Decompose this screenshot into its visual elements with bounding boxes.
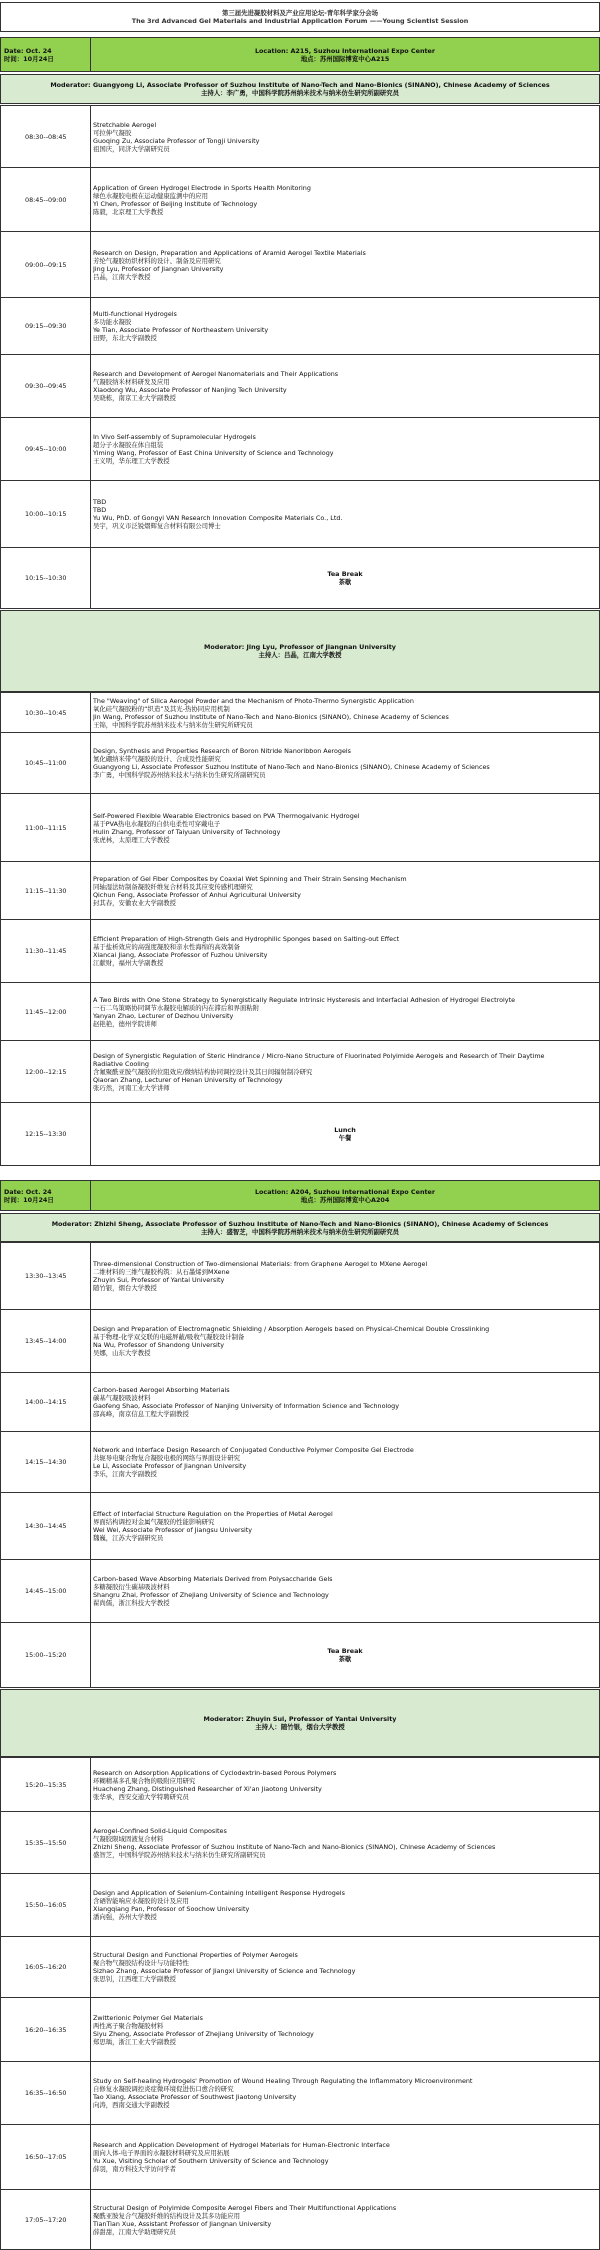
session-1-date-en: Date: Oct. 24	[4, 46, 52, 55]
talk-line: 聚合物气凝胶结构设计与功能特性	[93, 1959, 189, 1967]
talk-line: 李广勇，中国科学院苏州纳米技术与纳米仿生研究所副研究员	[93, 771, 266, 779]
talk-line: Preparation of Gel Fiber Composites by Coaxial Wet Spinning and Their Strain Sensing Mechanism	[93, 874, 407, 883]
session-2-location-cn: 地点：苏州国际博览中心A204	[300, 1195, 390, 1204]
talk-content	[91, 1373, 599, 1431]
talk-line: 基于物理-化学双交联的电磁屏蔽/吸收气凝胶设计制备	[93, 1333, 245, 1341]
talk-row	[0, 298, 600, 355]
time-slot: 14:45--15:00	[1, 1560, 91, 1622]
talk-line: 基于盐析效应的高强度凝胶和亲水性海绵的高效制备	[93, 943, 240, 951]
talk-line: TianTian Xue, Assistant Professor of Jiangnan University	[93, 2219, 272, 2228]
talk-content	[91, 481, 599, 547]
talk-content	[91, 1432, 599, 1492]
break-label: Lunch	[334, 1126, 356, 1134]
talk-row	[0, 1874, 600, 1937]
talk-line: 向涛，西南交通大学副教授	[93, 2101, 170, 2109]
talk-line: 可拉伸气凝胶	[93, 128, 132, 137]
talk-line: Aerogel-Confined Solid-Liquid Composites	[93, 1826, 227, 1835]
forum-header	[0, 2, 600, 32]
time-slot: 13:30--13:45	[1, 1243, 91, 1309]
talk-row	[0, 1242, 600, 1310]
talk-line: 王锦，中国科学院苏州纳米技术与纳米仿生研究所研究员	[93, 720, 253, 729]
talk-row	[0, 794, 600, 862]
talk-content	[91, 1493, 599, 1559]
talk-line: 祖国庆，同济大学副研究员	[93, 144, 170, 153]
talk-content	[91, 733, 599, 793]
talk-line: Research and Development of Aerogel Nanomaterials and Their Applications	[93, 370, 339, 378]
talk-line: Shangru Zhai, Professor of Zhejiang University of Science and Technology	[93, 1591, 329, 1599]
talk-line: Guoqing Zu, Associate Professor of Tongji University	[93, 136, 260, 145]
talk-line: 二维材料的三维气凝胶构筑：从石墨烯到MXene	[93, 1268, 230, 1276]
talk-line: 吕晶，江南大学教授	[93, 272, 151, 281]
talk-line: Xiaodong Wu, Associate Professor of Nanjing Tech University	[93, 386, 287, 394]
talk-row	[0, 692, 600, 733]
talk-row	[0, 862, 600, 920]
talk-line: 陈毅，北京理工大学教授	[93, 207, 164, 216]
session-2-date-cn: 时间：10月24日	[4, 1195, 54, 1204]
talk-line: 面向人体-电子界面的水凝胶材料研究及应用拓展	[93, 2149, 230, 2157]
talk-line: Huacheng Zhang, Distinguished Researcher of Xi'an Jiaotong University	[93, 1784, 322, 1793]
talk-line: 聚酰亚胺复合气凝胶纤维的结构设计及其多功能应用	[93, 2211, 240, 2220]
talk-line: 江献财，福州大学副教授	[93, 959, 164, 967]
break-label: Tea Break	[327, 570, 363, 578]
talk-content	[91, 168, 599, 231]
session-1-info-bar	[0, 37, 600, 72]
talk-line: 李乐，江南大学副教授	[93, 1470, 157, 1478]
talk-line: Carbon-based Aerogel Absorbing Materials	[93, 1386, 230, 1394]
forum-title-cn: 第三届先进凝胶材料及产业应用论坛-青年科学家分会场	[221, 9, 379, 17]
talk-row	[0, 481, 600, 548]
talk-line: Study on Self-healing Hydrogels' Promotion of Wound Healing Through Regulating the Inflammatory Microenvironment	[93, 2077, 473, 2085]
time-slot: 13:45--14:00	[1, 1310, 91, 1372]
talk-line: Wei Wei, Associate Professor of Jiangsu University	[93, 1526, 253, 1534]
talk-line: 张华承，西安交通大学特聘研究员	[93, 1792, 189, 1801]
moderator-3-en: Moderator: Zhizhi Sheng, Associate Professor of Suzhou Institute of Nano-Tech and Nano-Bionics (SINANO), Chinese Academy of Sciences	[51, 1219, 549, 1228]
talk-line: 含氟聚酰亚胺气凝胶的位阻效应/微纳结构协同调控设计及其日间辐射制冷研究	[93, 1067, 313, 1076]
talk-line: 界面结构调控对金属气凝胶的性能影响研究	[93, 1518, 215, 1526]
talk-content	[91, 1998, 599, 2061]
session-1-location-cn: 地点：苏州国际博览中心A215	[300, 54, 390, 63]
talk-line: Research on Adsorption Applications of Cyclodextrin-based Porous Polymers	[93, 1768, 337, 1777]
time-slot: 10:45--11:00	[1, 733, 91, 793]
time-slot: 12:00--12:15	[1, 1041, 91, 1102]
talk-line: Structural Design of Polyimide Composite Aerogel Fibers and Their Multifunctional Applications	[93, 2203, 397, 2212]
talk-line: 氧化硅气凝胶粉的“织造”及其光-热协同应用机制	[93, 704, 230, 713]
session-1-date-cn: 时间：10月24日	[4, 54, 54, 63]
time-slot: 14:30--14:45	[1, 1493, 91, 1559]
break-label: Tea Break	[327, 1647, 363, 1655]
talk-line: 随竹银，烟台大学教授	[93, 1284, 157, 1292]
talk-line: 封其春，安徽农业大学副教授	[93, 898, 177, 907]
talk-line: TBD	[93, 498, 107, 506]
talk-line: Research on Design, Preparation and Applications of Aramid Aerogel Textile Materials	[93, 248, 366, 257]
session-2-location-en: Location: A204, Suzhou International Expo Center	[254, 1187, 436, 1196]
session-2-date	[1, 1181, 91, 1210]
talk-content	[91, 1937, 599, 1997]
time-slot: 16:05--16:20	[1, 1937, 91, 1997]
talk-line: Carbon-based Wave Absorbing Materials Derived from Polysaccharide Gels	[93, 1575, 333, 1583]
talk-line: Yiming Wang, Professor of East China University of Science and Technology	[93, 449, 334, 457]
talk-line: Design and Application of Selenium-Containing Intelligent Response Hydrogels	[93, 1889, 345, 1897]
break-content	[91, 1103, 599, 1165]
talk-row	[0, 355, 600, 418]
talk-line: Sizhao Zhang, Associate Professor of Jiangxi University of Science and Technology	[93, 1967, 356, 1975]
time-slot: 11:30--11:45	[1, 920, 91, 982]
session-2-date-en: Date: Oct. 24	[4, 1187, 52, 1196]
time-slot: 09:00--09:15	[1, 232, 91, 297]
session-1-date	[1, 38, 91, 71]
time-slot: 10:30--10:45	[1, 693, 91, 732]
talk-content	[91, 794, 599, 861]
talk-content	[91, 1812, 599, 1873]
forum-title-en: The 3rd Advanced Gel Materials and Industrial Application Forum ——Young Scientist Session	[131, 17, 469, 25]
break-content	[91, 548, 599, 608]
moderator-1-en: Moderator: Guangyong Li, Associate Professor of Suzhou Institute of Nano-Tech and Nano-Bionics (SINANO), Chinese Academy of Sciences	[50, 81, 550, 89]
time-slot: 12:15--13:30	[1, 1103, 91, 1165]
talk-row	[0, 1812, 600, 1874]
talk-line: Application of Green Hydrogel Electrode in Sports Health Monitoring	[93, 183, 311, 192]
time-slot: 08:45--09:00	[1, 168, 91, 231]
talk-line: 张巧然，河南工业大学讲师	[93, 1083, 170, 1092]
talk-line: 邵高峰，南京信息工程大学副教授	[93, 1410, 189, 1418]
talk-line: 张思钊，江西理工大学副教授	[93, 1975, 177, 1983]
talk-line: Yi Chen, Professor of Beijing Institute of Technology	[93, 199, 258, 208]
talk-row	[0, 1998, 600, 2062]
talk-content	[91, 1243, 599, 1309]
moderator-1-cn: 主持人：李广勇，中国科学院苏州纳米技术与纳米仿生研究所副研究员	[200, 89, 400, 97]
moderator-1-banner	[0, 74, 600, 104]
talk-line: 薛羽，南方科技大学访问学者	[93, 2165, 177, 2173]
talk-line: Yu Xue, Visiting Scholar of Southern University of Science and Technology	[93, 2157, 329, 2165]
talk-row	[0, 232, 600, 298]
talk-content	[91, 2190, 599, 2249]
talk-content	[91, 355, 599, 417]
talk-line: 环糊精基多孔聚合物的吸附应用研究	[93, 1776, 196, 1785]
talk-line: 绿色水凝胶电极在运动健康监测中的应用	[93, 191, 209, 200]
talk-line: 气凝胶纳米材料研发及应用	[93, 378, 170, 386]
time-slot: 10:15--10:30	[1, 548, 91, 608]
time-slot: 09:30--09:45	[1, 355, 91, 417]
talk-line: 郑思瑀，浙江工业大学副教授	[93, 2037, 177, 2046]
talk-line: Radiative Cooling	[93, 1059, 149, 1068]
talk-line: 王义明，华东理工大学教授	[93, 457, 170, 465]
talk-line: Zhizhi Sheng, Associate Professor of Suzhou Institute of Nano-Tech and Nano-Bionics (SINANO), Chinese Academy of Sciences	[93, 1842, 496, 1851]
talk-line: 吴晓栋，南京工业大学副教授	[93, 394, 177, 402]
talk-row	[0, 2062, 600, 2125]
talk-line: Three-dimensional Construction of Two-dimensional Materials: from Graphene Aerogel to MXene Aerogel	[93, 1260, 428, 1268]
forum-title-box	[0, 2, 600, 32]
talk-line: 魏巍，江苏大学副研究员	[93, 1534, 164, 1542]
talk-line: Jin Wang, Professor of Suzhou Institute of Nano-Tech and Nano-Bionics (SINANO), Chinese Academy of Sciences	[93, 712, 449, 721]
talk-line: 多糖凝胶衍生碳基吸波材料	[93, 1583, 170, 1591]
talk-line: 田野，东北大学副教授	[93, 334, 157, 342]
talk-row	[0, 920, 600, 983]
time-slot: 15:50--16:05	[1, 1874, 91, 1936]
talk-content	[91, 1310, 599, 1372]
talk-line: Zwitterionic Polymer Gel Materials	[93, 2013, 203, 2022]
time-slot: 15:20--15:35	[1, 1758, 91, 1811]
talk-row	[0, 168, 600, 232]
time-slot: 11:00--11:15	[1, 794, 91, 861]
talk-line: Siyu Zheng, Associate Professor of Zhejiang University of Technology	[93, 2029, 314, 2038]
talk-content	[91, 983, 599, 1040]
talk-line: 芳纶气凝胶纺织材料的设计、制备及应用研究	[93, 256, 221, 265]
talk-line: 气凝胶限域固液复合材料	[93, 1834, 164, 1843]
talk-line: Ye Tian, Associate Professor of Northeastern University	[93, 326, 269, 334]
talk-row	[0, 105, 600, 168]
talk-line: 碳基气凝胶吸波材料	[93, 1394, 151, 1402]
talk-row	[0, 1041, 600, 1103]
talk-line: 盛智芝，中国科学院苏州纳米技术与纳米仿生研究所副研究员	[93, 1850, 266, 1859]
talk-line: Qichun Feng, Associate Professor of Anhui Agricultural University	[93, 890, 301, 899]
talk-content	[91, 2125, 599, 2189]
talk-line: Hulin Zhang, Professor of Taiyuan University of Technology	[93, 827, 281, 836]
talk-line: Design and Preparation of Electromagnetic Shielding / Absorption Aerogels based on Physical-Chemical Double Crosslinking	[93, 1325, 490, 1333]
break-content	[91, 1623, 599, 1687]
talk-row	[0, 1310, 600, 1373]
break-label: 茶歇	[338, 578, 352, 586]
talk-line: Guangyong Li, Associate Professor Suzhou Institute of Nano-Tech and Nano-Bionics (SINANO), Chinese Academy of Sciences	[93, 763, 490, 771]
moderator-4-cn: 主持人：随竹银，烟台大学教授	[255, 1723, 345, 1731]
talk-line: Design of Synergistic Regulation of Steric Hindrance / Micro-Nano Structure of Fluorinated Polyimide Aerogels and Research of Their Daytime	[93, 1051, 545, 1060]
talk-line: 一石二鸟策略协同调节水凝胶电解质的内在滞后和界面粘附	[93, 1003, 260, 1012]
talk-row	[0, 1432, 600, 1493]
moderator-2-en: Moderator: Jing Lyu, Professor of Jiangnan University	[204, 643, 396, 651]
talk-line: Xiangqiang Pan, Professor of Soochow University	[93, 1905, 250, 1913]
talk-line: TBD	[93, 506, 107, 514]
time-slot: 14:00--14:15	[1, 1373, 91, 1431]
talk-content	[91, 2062, 599, 2124]
session-1-location-en: Location: A215, Suzhou International Expo Center	[254, 46, 436, 55]
talk-content	[91, 418, 599, 480]
moderator-3-cn: 主持人：盛智芝，中国科学院苏州纳米技术与纳米仿生研究所副研究员	[200, 1227, 400, 1236]
talk-content	[91, 1560, 599, 1622]
talk-row	[0, 733, 600, 794]
talk-line: 氮化硼纳米带气凝胶的设计、合成及性能研究	[93, 755, 221, 763]
talk-line: 赵艳艳，德州学院讲师	[93, 1019, 157, 1028]
talk-line: Design, Synthesis and Properties Research of Boron Nitride Nanoribbon Aerogels	[93, 747, 351, 755]
time-slot: 16:20--16:35	[1, 1998, 91, 2061]
talk-line: Stretchable Aerogel	[93, 120, 157, 129]
talk-row	[0, 418, 600, 481]
talk-line: Self-Powered Flexible Wearable Electronics based on PVA Thermogalvanic Hydrogel	[93, 811, 360, 820]
moderator-3-banner	[0, 1213, 600, 1242]
time-slot: 16:35--16:50	[1, 2062, 91, 2124]
time-slot: 10:00--10:15	[1, 481, 91, 547]
time-slot: 09:45--10:00	[1, 418, 91, 480]
break-label: 茶歇	[338, 1655, 352, 1663]
talk-row	[0, 1757, 600, 1812]
talk-line: 吴宇，巩义市泛锐熠辉复合材料有限公司博士	[93, 522, 221, 530]
time-slot: 08:30--08:45	[1, 106, 91, 167]
talk-content	[91, 106, 599, 167]
talk-row	[0, 2190, 600, 2250]
talk-line: Structural Design and Functional Properties of Polymer Aerogels	[93, 1951, 298, 1959]
talk-line: The "Weaving" of Silica Aerogel Powder and the Mechanism of Photo-Thermo Synergistic Application	[93, 696, 414, 705]
talk-content	[91, 1758, 599, 1811]
talk-line: 基于PVA热电水凝胶的自供电柔性可穿戴电子	[93, 819, 221, 828]
talk-row	[0, 2125, 600, 2190]
talk-content	[91, 1874, 599, 1936]
moderator-4-banner	[0, 1689, 600, 1757]
talk-content	[91, 1041, 599, 1102]
time-slot: 09:15--09:30	[1, 298, 91, 354]
talk-row	[0, 1560, 600, 1623]
talk-line: Tao Xiang, Associate Professor of Southwest Jiaotong University	[93, 2093, 297, 2101]
talk-content	[91, 298, 599, 354]
time-slot: 11:45--12:00	[1, 983, 91, 1040]
talk-content	[91, 920, 599, 982]
talk-line: 自修复水凝胶调控炎症微环境促进伤口愈合的研究	[93, 2085, 234, 2093]
talk-line: Qiaoran Zhang, Lecturer of Henan University of Technology	[93, 1075, 283, 1084]
talk-line: Network and Interface Design Research of Conjugated Conductive Polymer Composite Gel Electrode	[93, 1446, 414, 1454]
break-row	[0, 1623, 600, 1688]
talk-row	[0, 1373, 600, 1432]
talk-line: Jing Lyu, Professor of Jiangnan University	[93, 264, 224, 273]
time-slot: 16:50--17:05	[1, 2125, 91, 2189]
break-label: 午餐	[338, 1134, 352, 1142]
moderator-2-banner	[0, 610, 600, 692]
session-2-location	[91, 1181, 599, 1210]
talk-line: 两性离子聚合物凝胶材料	[93, 2021, 164, 2030]
session-1-location	[91, 38, 599, 71]
time-slot: 15:00--15:20	[1, 1623, 91, 1687]
talk-line: 共轭导电聚合物复合凝胶电极的网络与界面设计研究	[93, 1454, 240, 1462]
talk-line: Gaofeng Shao, Associate Professor of Nanjing University of Information Science and Technology	[93, 1402, 400, 1410]
talk-row	[0, 1493, 600, 1560]
talk-line: 超分子水凝胶在体自组装	[93, 441, 164, 449]
moderator-2-cn: 主持人：吕晶，江南大学教授	[258, 651, 342, 659]
talk-row	[0, 983, 600, 1041]
talk-line: 潘向强，苏州大学教授	[93, 1913, 157, 1921]
talk-line: 含硒智能响应水凝胶的设计及应用	[93, 1897, 189, 1905]
talk-line: 同轴湿法纺制备凝胶纤维复合材料及其应变传感机理研究	[93, 882, 253, 891]
talk-content	[91, 232, 599, 297]
talk-line: 翟尚儒，浙江科技大学教授	[93, 1599, 170, 1607]
talk-line: 张虎林，太原理工大学教授	[93, 835, 170, 844]
time-slot: 14:15--14:30	[1, 1432, 91, 1492]
time-slot: 17:05--17:20	[1, 2190, 91, 2249]
break-row	[0, 1103, 600, 1166]
talk-line: 吴娜，山东大学教授	[93, 1349, 151, 1357]
talk-content	[91, 693, 599, 732]
time-slot: 11:15--11:30	[1, 862, 91, 919]
talk-line: Yu Wu, PhD. of Gongyi VAN Research Innovation Composite Materials Co., Ltd.	[93, 514, 343, 522]
talk-line: Effect of Interfacial Structure Regulation on the Properties of Metal Aerogel	[93, 1510, 333, 1518]
talk-line: Research and Application Development of Hydrogel Materials for Human-Electronic Interface	[93, 2141, 390, 2149]
talk-content	[91, 862, 599, 919]
talk-line: Na Wu, Professor of Shandong University	[93, 1341, 225, 1349]
moderator-4-en: Moderator: Zhuyin Sui, Professor of Yantai University	[203, 1715, 397, 1723]
session-2-info-bar	[0, 1180, 600, 1211]
talk-row	[0, 1937, 600, 1998]
talk-line: Efficient Preparation of High-Strength Gels and Hydrophilic Sponges based on Salting-out Effect	[93, 935, 400, 943]
break-row	[0, 548, 600, 609]
talk-line: 薛甜甜，江南大学助理研究员	[93, 2227, 177, 2236]
talk-line: Multi-functional Hydrogels	[93, 310, 177, 318]
time-slot: 15:35--15:50	[1, 1812, 91, 1873]
talk-line: Le Li, Associate Professor of Jiangnan University	[93, 1462, 247, 1470]
talk-line: In Vivo Self-assembly of Supramolecular Hydrogels	[93, 433, 256, 441]
talk-line: Zhuyin Sui, Professor of Yantai University	[93, 1276, 225, 1284]
talk-line: A Two Birds with One Stone Strategy to Synergistically Regulate Intrinsic Hysteresis and Interfacial Adhesion of Hydrogel Electrolyte	[93, 995, 516, 1004]
talk-line: Xiancai Jiang, Associate Professor of Fuzhou University	[93, 951, 268, 959]
talk-line: 多功能水凝胶	[93, 318, 132, 326]
talk-line: Yanyan Zhao, Lecturer of Dezhou University	[93, 1011, 234, 1020]
